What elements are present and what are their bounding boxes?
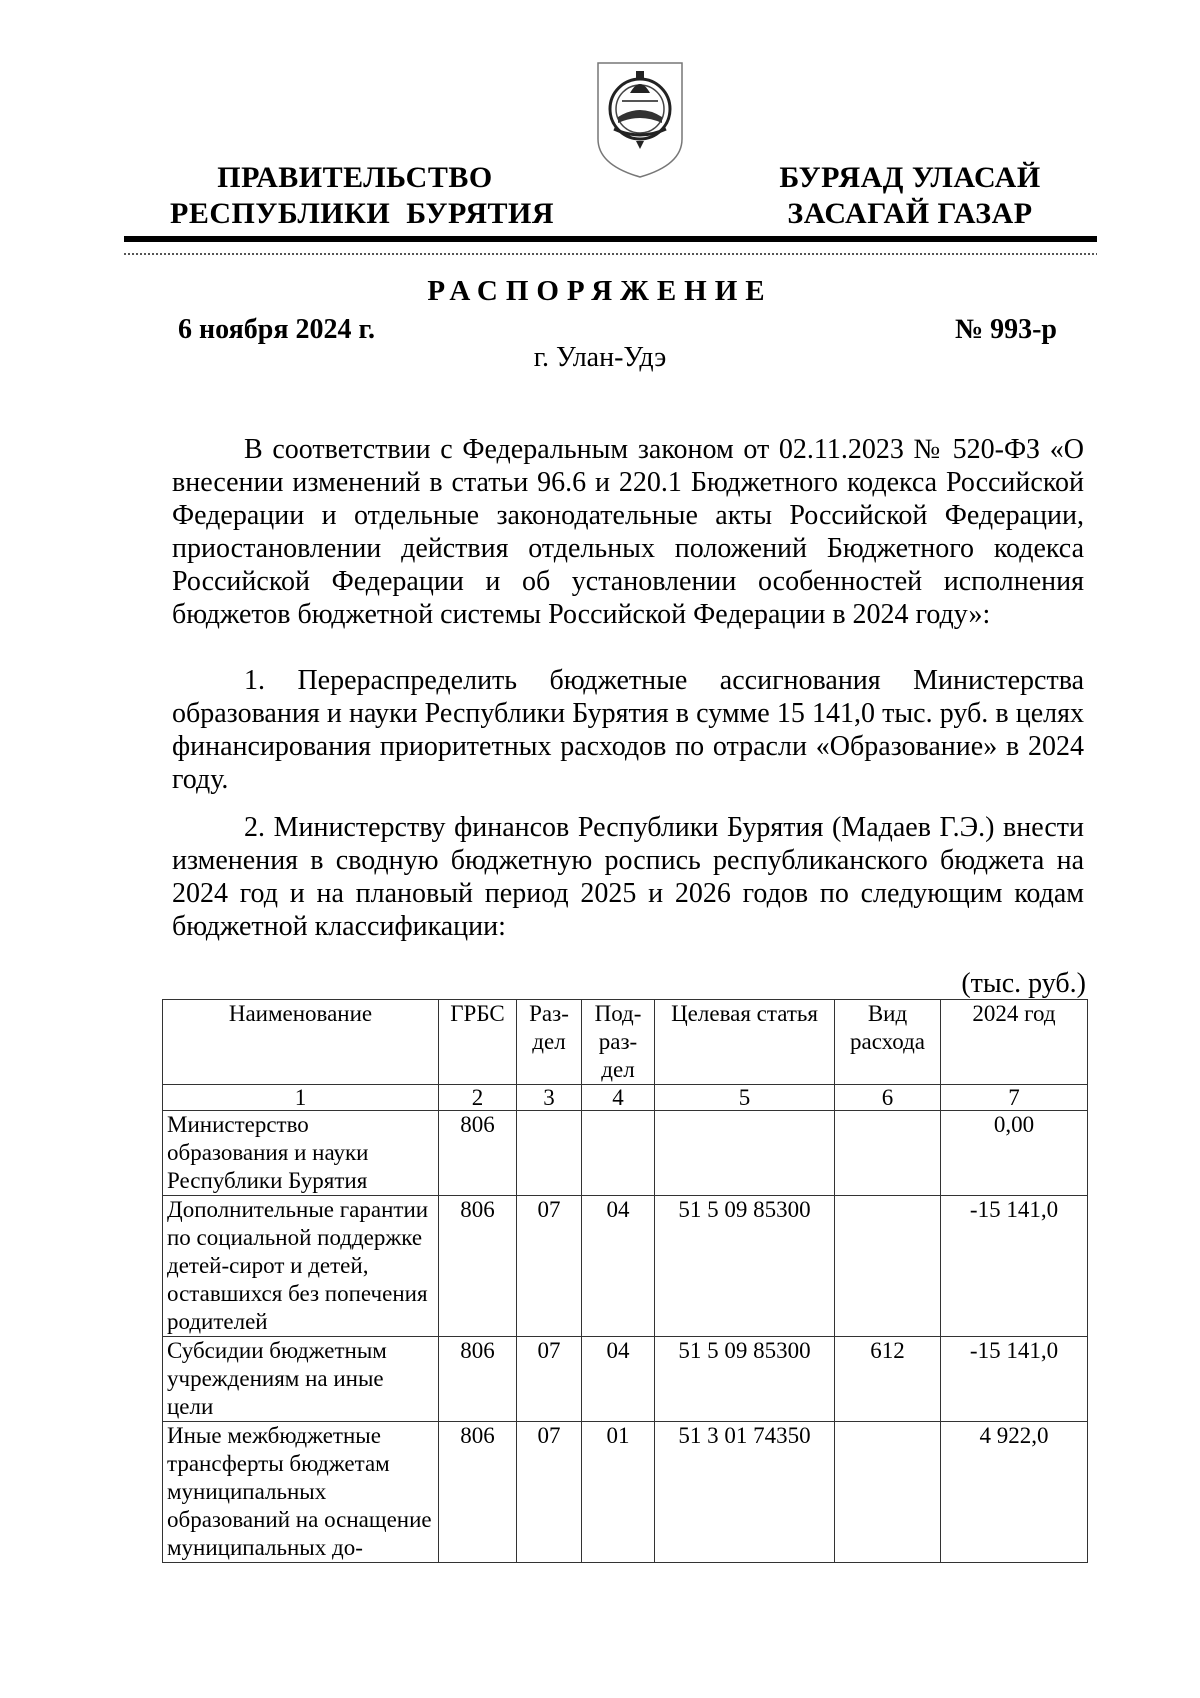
- document-city: г. Улан-Удэ: [533, 342, 667, 373]
- row-name: Министерство образования и науки Республики Бурятия: [163, 1111, 439, 1196]
- row-razdel: 07: [517, 1196, 582, 1337]
- item-2-paragraph: [172, 811, 1084, 943]
- col-header-grbs: ГРБС: [439, 1000, 517, 1085]
- document-date: 6 ноября 2024 г.: [178, 314, 376, 345]
- document-title: РАСПОРЯЖЕНИЕ: [427, 275, 773, 307]
- col-header-year: 2024 год: [941, 1000, 1088, 1085]
- col-number: 2: [439, 1085, 517, 1111]
- table-row: [163, 1196, 1088, 1337]
- row-expense-type: [835, 1422, 941, 1563]
- row-razdel: 07: [517, 1337, 582, 1422]
- row-sum: -15 141,0: [941, 1337, 1088, 1422]
- col-header-name: Наименование: [163, 1000, 439, 1085]
- col-number: 5: [655, 1085, 835, 1111]
- item-2-text: 2. Министерству финансов Республики Бурятия (Мадаев Г.Э.) внести изменения в сводную бюджетную роспись республиканского бюджета на 2024 год и на плановый период 2025 и 2026 годов по следующим кодам бюджетной классификации:: [172, 812, 1084, 942]
- row-razdel: 07: [517, 1422, 582, 1563]
- col-number: 1: [163, 1085, 439, 1111]
- government-name-bua-line2: ЗАСАГАЙ ГАЗАР: [787, 197, 1033, 230]
- row-expense-type: [835, 1196, 941, 1337]
- row-podrazdel: 04: [582, 1196, 655, 1337]
- preamble-text: В соответствии с Федеральным законом от 02.11.2023 № 520-ФЗ «О внесении изменений в статьи 96.6 и 220.1 Бюджетного кодекса Российской Федерации и отдельные законодательные акты Российской Федерации, приостановлении действия отдельных положений Бюджетного кодекса Российской Федерации и об установлении особенностей исполнения бюджетов бюджетной системы Российской Федерации в 2024 году»:: [172, 434, 1084, 630]
- government-name-bua-line1: БУРЯАД УЛАСАЙ: [779, 161, 1041, 194]
- row-sum: 4 922,0: [941, 1422, 1088, 1563]
- row-name: Иные межбюджетные трансферты бюджетам муниципальных образований на оснащение муниципальных до-: [163, 1422, 439, 1563]
- preamble-paragraph: [172, 433, 1084, 631]
- coat-of-arms-emblem: [592, 57, 688, 179]
- col-header-razdel: Раз- дел: [517, 1000, 582, 1085]
- row-name: Дополнительные гарантии по социальной поддержке детей-сирот и детей, оставшихся без попечения родителей: [163, 1196, 439, 1337]
- col-header-podrazdel: Под- раз- дел: [582, 1000, 655, 1085]
- col-header-expense-type: Вид расхода: [835, 1000, 941, 1085]
- government-name-bua: [760, 160, 1060, 232]
- budget-table: [162, 999, 1088, 1563]
- header-divider-thick: [124, 236, 1097, 242]
- col-number: 3: [517, 1085, 582, 1111]
- row-grbs: 806: [439, 1422, 517, 1563]
- row-target: 51 5 09 85300: [655, 1196, 835, 1337]
- document-number: № 993-р: [954, 314, 1057, 345]
- header-divider-thin: [124, 253, 1097, 255]
- units-label: (тыс. руб.): [961, 968, 1086, 999]
- row-target: 51 3 01 74350: [655, 1422, 835, 1563]
- row-podrazdel: [582, 1111, 655, 1196]
- table-row: [163, 1422, 1088, 1563]
- row-name: Субсидии бюджетным учреждениям на иные цели: [163, 1337, 439, 1422]
- row-podrazdel: 04: [582, 1337, 655, 1422]
- col-number: 6: [835, 1085, 941, 1111]
- col-number: 7: [941, 1085, 1088, 1111]
- government-name-ru: [170, 160, 555, 232]
- item-1-paragraph: [172, 664, 1084, 796]
- table-row: [163, 1337, 1088, 1422]
- government-name-ru-line1: ПРАВИТЕЛЬСТВО: [217, 161, 493, 194]
- row-grbs: 806: [439, 1111, 517, 1196]
- col-number: 4: [582, 1085, 655, 1111]
- row-target: [655, 1111, 835, 1196]
- row-expense-type: 612: [835, 1337, 941, 1422]
- row-grbs: 806: [439, 1337, 517, 1422]
- row-sum: -15 141,0: [941, 1196, 1088, 1337]
- column-number-row: [163, 1085, 1088, 1111]
- row-target: 51 5 09 85300: [655, 1337, 835, 1422]
- row-razdel: [517, 1111, 582, 1196]
- row-sum: 0,00: [941, 1111, 1088, 1196]
- row-expense-type: [835, 1111, 941, 1196]
- col-header-target: Целевая статья: [655, 1000, 835, 1085]
- table-header-row: [163, 1000, 1088, 1085]
- item-1-text: 1. Перераспределить бюджетные ассигнования Министерства образования и науки Республики Бурятия в сумме 15 141,0 тыс. руб. в целях финансирования приоритетных расходов по отрасли «Образование» в 2024 году.: [172, 665, 1084, 795]
- row-podrazdel: 01: [582, 1422, 655, 1563]
- government-name-ru-line2: РЕСПУБЛИКИ БУРЯТИЯ: [170, 197, 555, 230]
- row-grbs: 806: [439, 1196, 517, 1337]
- table-row: [163, 1111, 1088, 1196]
